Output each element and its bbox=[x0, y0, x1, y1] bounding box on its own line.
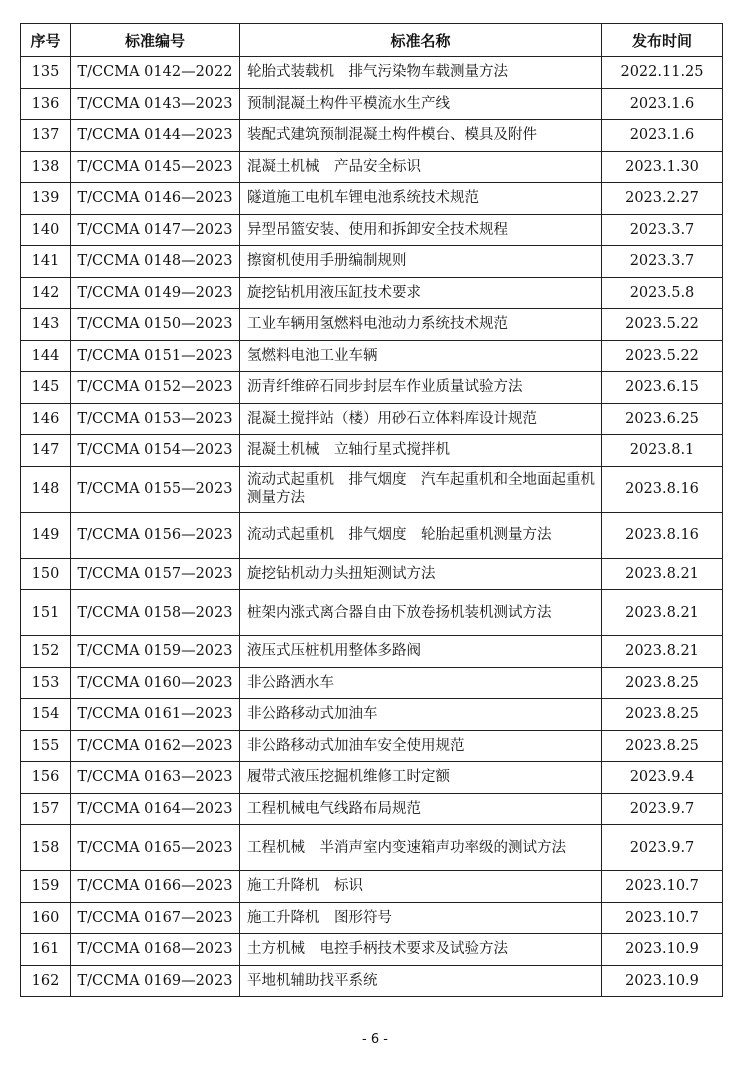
table-row bbox=[21, 214, 723, 246]
cell-date: 2023.5.22 bbox=[602, 340, 723, 372]
header-date: 发布时间 bbox=[602, 24, 723, 57]
cell-code: T/CCMA 0146—2023 bbox=[71, 183, 240, 215]
cell-name: 旋挖钻机动力头扭矩测试方法 bbox=[240, 558, 602, 590]
cell-seq: 152 bbox=[21, 636, 71, 668]
cell-date: 2023.5.8 bbox=[602, 277, 723, 309]
cell-code: T/CCMA 0168—2023 bbox=[71, 934, 240, 966]
cell-name: 氢燃料电池工业车辆 bbox=[240, 340, 602, 372]
cell-seq: 137 bbox=[21, 120, 71, 152]
header-name: 标准名称 bbox=[240, 24, 602, 57]
cell-date: 2023.3.7 bbox=[602, 246, 723, 278]
table-row bbox=[21, 730, 723, 762]
cell-code: T/CCMA 0154—2023 bbox=[71, 435, 240, 467]
cell-date: 2023.1.30 bbox=[602, 151, 723, 183]
table-row bbox=[21, 88, 723, 120]
cell-name: 流动式起重机 排气烟度 汽车起重机和全地面起重机测量方法 bbox=[240, 466, 602, 512]
cell-seq: 141 bbox=[21, 246, 71, 278]
standards-table bbox=[20, 23, 723, 997]
table-row bbox=[21, 183, 723, 215]
cell-code: T/CCMA 0151—2023 bbox=[71, 340, 240, 372]
table-header-row bbox=[21, 24, 723, 57]
cell-seq: 136 bbox=[21, 88, 71, 120]
cell-code: T/CCMA 0159—2023 bbox=[71, 636, 240, 668]
table-row bbox=[21, 590, 723, 636]
cell-code: T/CCMA 0163—2023 bbox=[71, 762, 240, 794]
cell-date: 2023.8.25 bbox=[602, 730, 723, 762]
table-row bbox=[21, 793, 723, 825]
cell-code: T/CCMA 0156—2023 bbox=[71, 512, 240, 558]
cell-name: 装配式建筑预制混凝土构件模台、模具及附件 bbox=[240, 120, 602, 152]
table-row bbox=[21, 151, 723, 183]
cell-code: T/CCMA 0162—2023 bbox=[71, 730, 240, 762]
cell-code: T/CCMA 0149—2023 bbox=[71, 277, 240, 309]
cell-name: 工程机械电气线路布局规范 bbox=[240, 793, 602, 825]
cell-seq: 138 bbox=[21, 151, 71, 183]
cell-code: T/CCMA 0167—2023 bbox=[71, 902, 240, 934]
cell-code: T/CCMA 0158—2023 bbox=[71, 590, 240, 636]
cell-date: 2023.5.22 bbox=[602, 309, 723, 341]
cell-date: 2022.11.25 bbox=[602, 57, 723, 89]
cell-name: 施工升降机 图形符号 bbox=[240, 902, 602, 934]
cell-date: 2023.6.15 bbox=[602, 372, 723, 404]
cell-seq: 143 bbox=[21, 309, 71, 341]
cell-date: 2023.10.9 bbox=[602, 965, 723, 997]
cell-code: T/CCMA 0143—2023 bbox=[71, 88, 240, 120]
cell-date: 2023.2.27 bbox=[602, 183, 723, 215]
cell-name: 施工升降机 标识 bbox=[240, 871, 602, 903]
table-row bbox=[21, 277, 723, 309]
cell-seq: 145 bbox=[21, 372, 71, 404]
table-row bbox=[21, 435, 723, 467]
page-number: - 6 - bbox=[362, 1032, 388, 1047]
cell-code: T/CCMA 0161—2023 bbox=[71, 699, 240, 731]
cell-seq: 153 bbox=[21, 667, 71, 699]
cell-date: 2023.10.7 bbox=[602, 902, 723, 934]
cell-seq: 161 bbox=[21, 934, 71, 966]
cell-seq: 154 bbox=[21, 699, 71, 731]
header-code: 标准编号 bbox=[71, 24, 240, 57]
cell-name: 液压式压桩机用整体多路阀 bbox=[240, 636, 602, 668]
cell-name: 混凝土机械 立轴行星式搅拌机 bbox=[240, 435, 602, 467]
table-row bbox=[21, 934, 723, 966]
cell-seq: 159 bbox=[21, 871, 71, 903]
cell-seq: 150 bbox=[21, 558, 71, 590]
cell-name: 混凝土机械 产品安全标识 bbox=[240, 151, 602, 183]
cell-seq: 148 bbox=[21, 466, 71, 512]
cell-seq: 158 bbox=[21, 825, 71, 871]
cell-date: 2023.1.6 bbox=[602, 88, 723, 120]
cell-code: T/CCMA 0147—2023 bbox=[71, 214, 240, 246]
cell-code: T/CCMA 0160—2023 bbox=[71, 667, 240, 699]
table-row bbox=[21, 825, 723, 871]
table-row bbox=[21, 965, 723, 997]
cell-date: 2023.8.16 bbox=[602, 466, 723, 512]
cell-name: 工程机械 半消声室内变速箱声功率级的测试方法 bbox=[240, 825, 602, 871]
table-row bbox=[21, 667, 723, 699]
cell-name: 非公路移动式加油车安全使用规范 bbox=[240, 730, 602, 762]
cell-name: 预制混凝土构件平模流水生产线 bbox=[240, 88, 602, 120]
cell-date: 2023.8.21 bbox=[602, 636, 723, 668]
table-row bbox=[21, 246, 723, 278]
cell-code: T/CCMA 0157—2023 bbox=[71, 558, 240, 590]
cell-code: T/CCMA 0165—2023 bbox=[71, 825, 240, 871]
table-row bbox=[21, 636, 723, 668]
cell-date: 2023.8.16 bbox=[602, 512, 723, 558]
cell-date: 2023.10.9 bbox=[602, 934, 723, 966]
cell-date: 2023.9.4 bbox=[602, 762, 723, 794]
header-seq: 序号 bbox=[21, 24, 71, 57]
cell-name: 隧道施工电机车锂电池系统技术规范 bbox=[240, 183, 602, 215]
table-row bbox=[21, 699, 723, 731]
cell-code: T/CCMA 0150—2023 bbox=[71, 309, 240, 341]
cell-name: 擦窗机使用手册编制规则 bbox=[240, 246, 602, 278]
cell-code: T/CCMA 0145—2023 bbox=[71, 151, 240, 183]
cell-date: 2023.8.21 bbox=[602, 590, 723, 636]
cell-name: 平地机辅助找平系统 bbox=[240, 965, 602, 997]
cell-date: 2023.10.7 bbox=[602, 871, 723, 903]
cell-seq: 151 bbox=[21, 590, 71, 636]
cell-date: 2023.8.25 bbox=[602, 667, 723, 699]
cell-date: 2023.8.21 bbox=[602, 558, 723, 590]
cell-seq: 142 bbox=[21, 277, 71, 309]
cell-seq: 135 bbox=[21, 57, 71, 89]
cell-seq: 147 bbox=[21, 435, 71, 467]
cell-seq: 149 bbox=[21, 512, 71, 558]
table-row bbox=[21, 871, 723, 903]
cell-seq: 157 bbox=[21, 793, 71, 825]
cell-name: 非公路移动式加油车 bbox=[240, 699, 602, 731]
cell-name: 土方机械 电控手柄技术要求及试验方法 bbox=[240, 934, 602, 966]
cell-seq: 160 bbox=[21, 902, 71, 934]
cell-seq: 156 bbox=[21, 762, 71, 794]
table-row bbox=[21, 309, 723, 341]
table-row bbox=[21, 466, 723, 512]
table-row bbox=[21, 558, 723, 590]
table-row bbox=[21, 512, 723, 558]
table-row bbox=[21, 57, 723, 89]
cell-code: T/CCMA 0169—2023 bbox=[71, 965, 240, 997]
cell-name: 沥青纤维碎石同步封层车作业质量试验方法 bbox=[240, 372, 602, 404]
cell-date: 2023.8.1 bbox=[602, 435, 723, 467]
table-row bbox=[21, 120, 723, 152]
table-row bbox=[21, 372, 723, 404]
table-row bbox=[21, 902, 723, 934]
cell-date: 2023.1.6 bbox=[602, 120, 723, 152]
table-row bbox=[21, 762, 723, 794]
cell-code: T/CCMA 0164—2023 bbox=[71, 793, 240, 825]
cell-name: 非公路洒水车 bbox=[240, 667, 602, 699]
cell-code: T/CCMA 0166—2023 bbox=[71, 871, 240, 903]
cell-name: 桩架内涨式离合器自由下放卷扬机装机测试方法 bbox=[240, 590, 602, 636]
cell-seq: 139 bbox=[21, 183, 71, 215]
cell-name: 混凝土搅拌站（楼）用砂石立体料库设计规范 bbox=[240, 403, 602, 435]
cell-seq: 140 bbox=[21, 214, 71, 246]
cell-name: 工业车辆用氢燃料电池动力系统技术规范 bbox=[240, 309, 602, 341]
cell-name: 轮胎式装载机 排气污染物车载测量方法 bbox=[240, 57, 602, 89]
cell-name: 履带式液压挖掘机维修工时定额 bbox=[240, 762, 602, 794]
cell-seq: 144 bbox=[21, 340, 71, 372]
cell-code: T/CCMA 0142—2022 bbox=[71, 57, 240, 89]
table-row bbox=[21, 340, 723, 372]
cell-seq: 162 bbox=[21, 965, 71, 997]
cell-code: T/CCMA 0144—2023 bbox=[71, 120, 240, 152]
cell-seq: 146 bbox=[21, 403, 71, 435]
cell-name: 旋挖钻机用液压缸技术要求 bbox=[240, 277, 602, 309]
cell-code: T/CCMA 0152—2023 bbox=[71, 372, 240, 404]
cell-code: T/CCMA 0153—2023 bbox=[71, 403, 240, 435]
cell-seq: 155 bbox=[21, 730, 71, 762]
cell-date: 2023.3.7 bbox=[602, 214, 723, 246]
cell-code: T/CCMA 0148—2023 bbox=[71, 246, 240, 278]
cell-name: 流动式起重机 排气烟度 轮胎起重机测量方法 bbox=[240, 512, 602, 558]
cell-name: 异型吊篮安装、使用和拆卸安全技术规程 bbox=[240, 214, 602, 246]
cell-date: 2023.9.7 bbox=[602, 825, 723, 871]
cell-date: 2023.8.25 bbox=[602, 699, 723, 731]
cell-date: 2023.6.25 bbox=[602, 403, 723, 435]
cell-code: T/CCMA 0155—2023 bbox=[71, 466, 240, 512]
table-row bbox=[21, 403, 723, 435]
table-body bbox=[21, 57, 723, 997]
cell-date: 2023.9.7 bbox=[602, 793, 723, 825]
